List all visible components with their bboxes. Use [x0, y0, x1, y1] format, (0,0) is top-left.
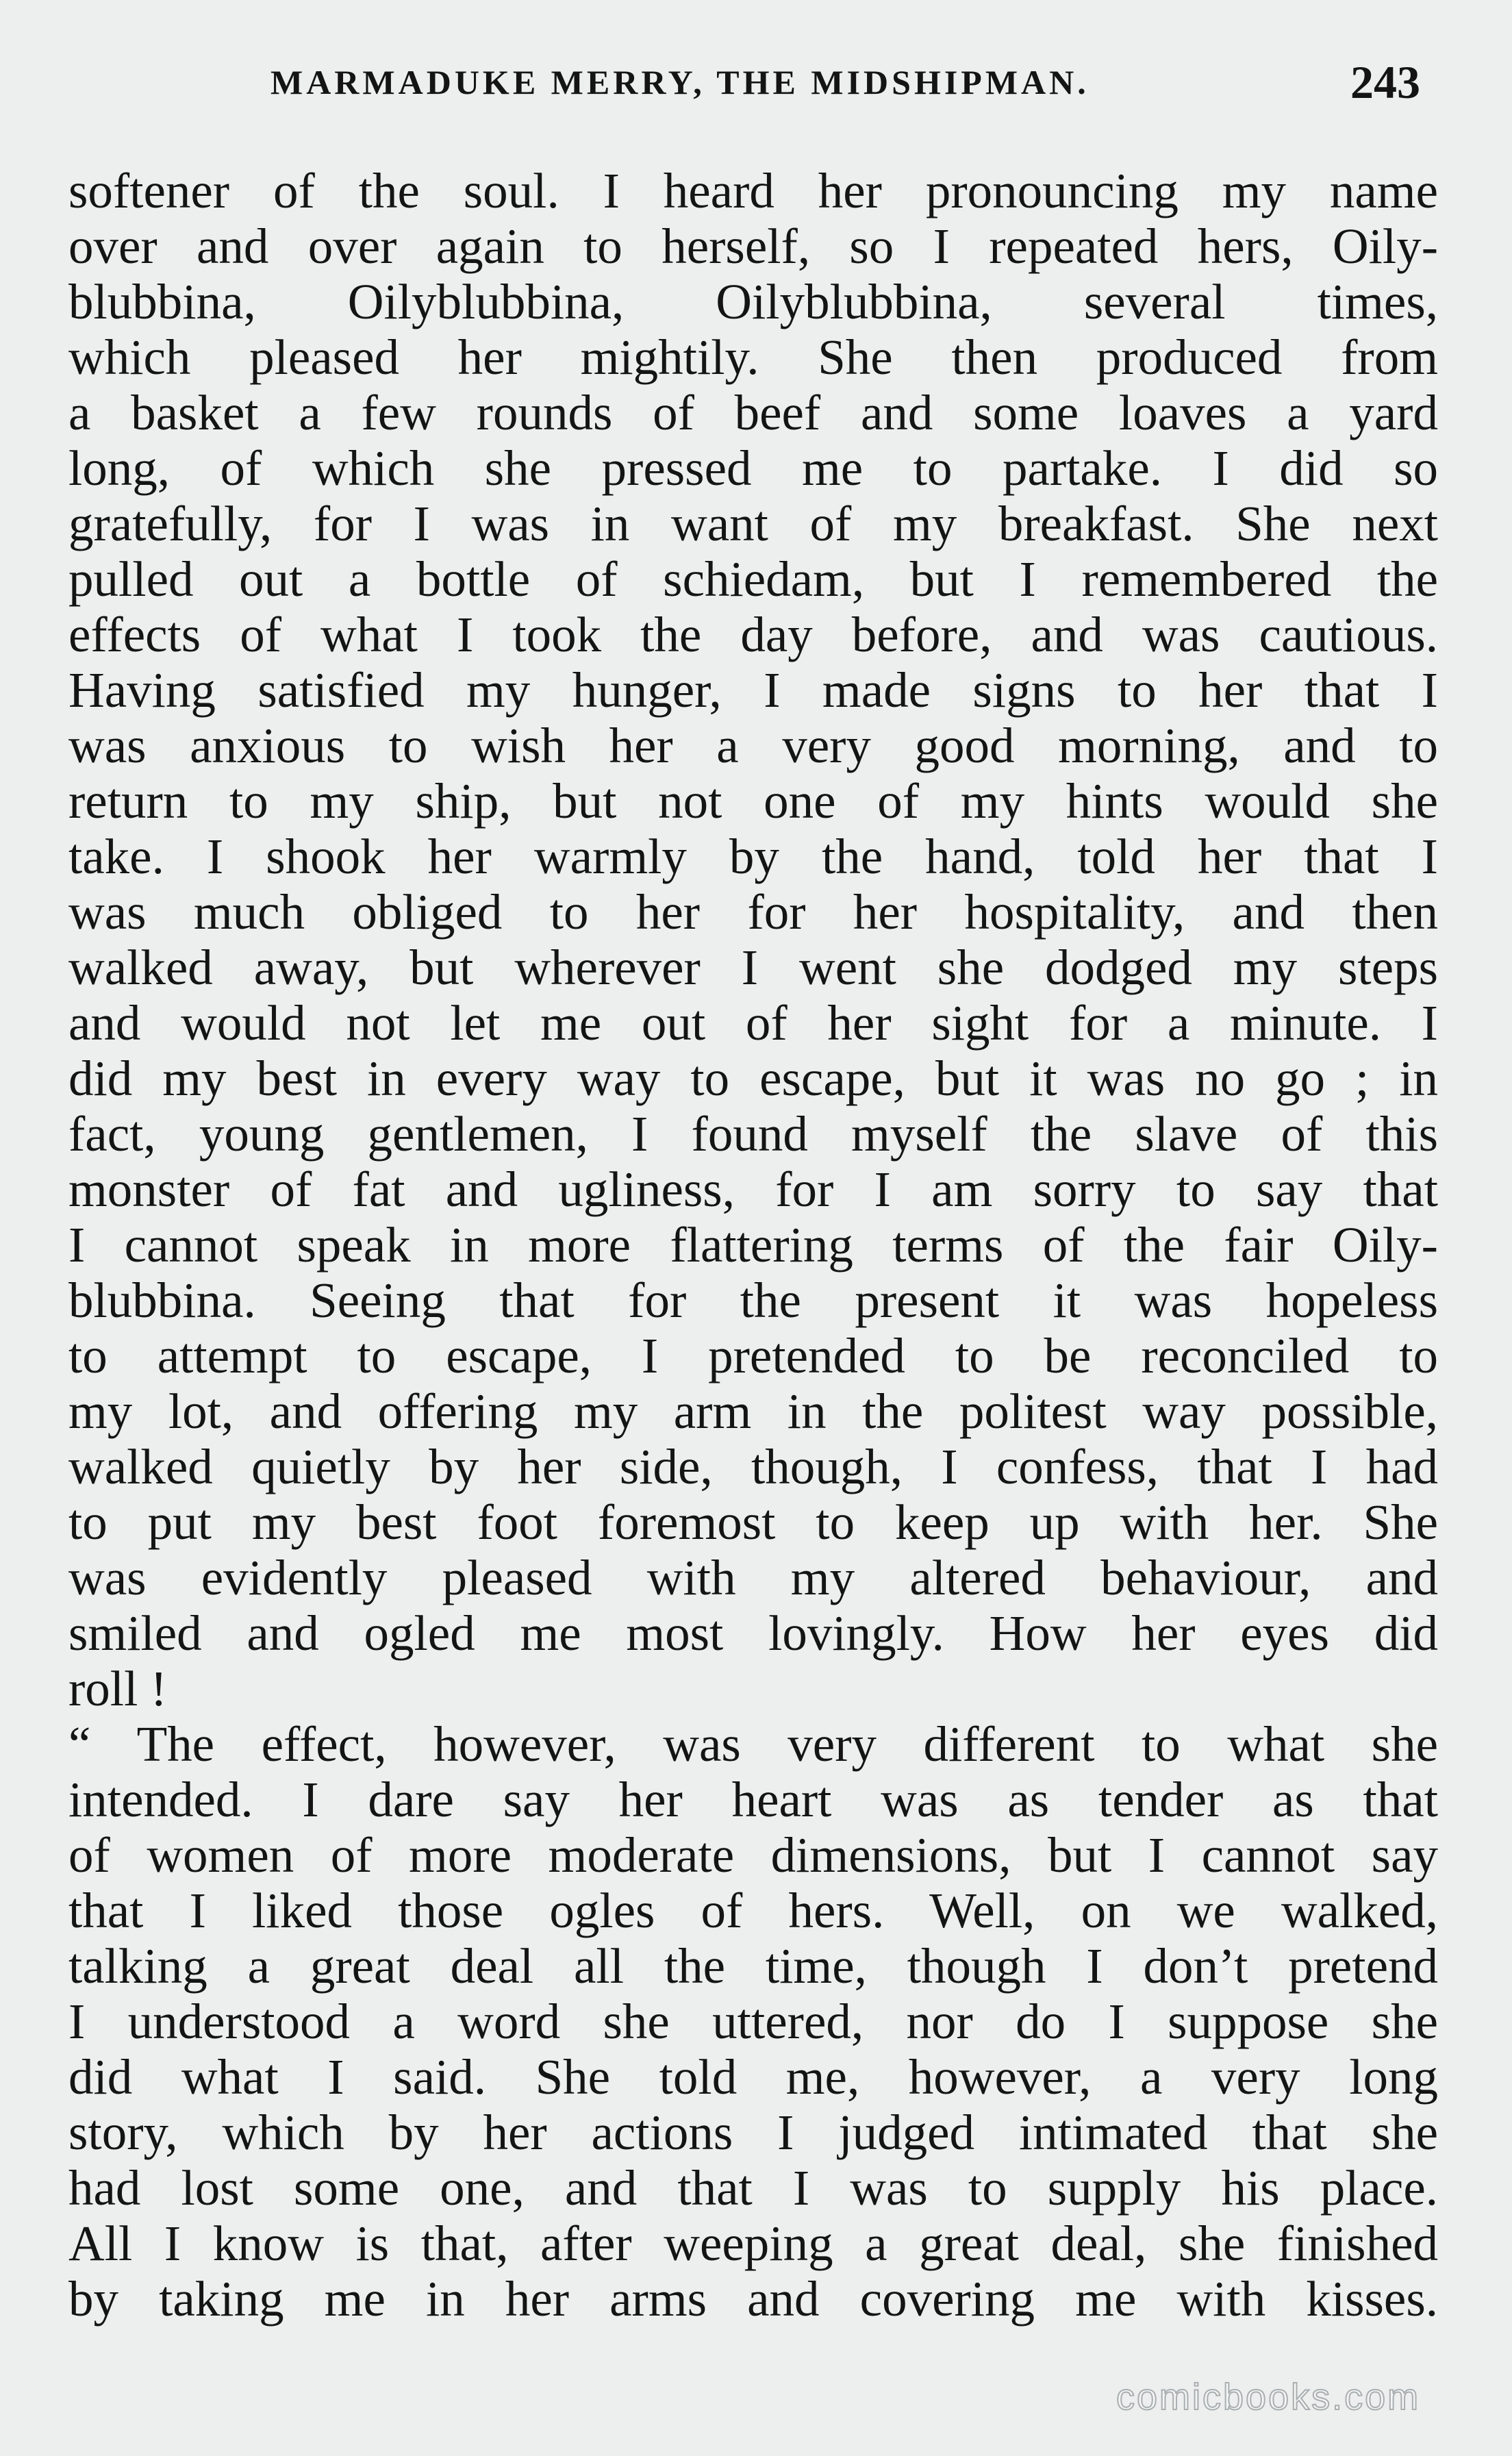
- text-line: to attempt to escape, I pretended to be reconciled to: [68, 1328, 1438, 1383]
- text-line: talking a great deal all the time, though I don’t pretend: [68, 1938, 1438, 1994]
- text-line: which pleased her mightily. She then produced from: [68, 329, 1438, 385]
- text-line: “ The effect, however, was very different to what she: [68, 1716, 1438, 1772]
- text-line: I cannot speak in more flattering terms of the fair Oily-: [68, 1217, 1438, 1273]
- text-line: monster of fat and ugliness, for I am sorry to say that: [68, 1162, 1438, 1217]
- text-line: long, of which she pressed me to partake. I did so: [68, 440, 1438, 496]
- text-line: walked quietly by her side, though, I confess, that I had: [68, 1439, 1438, 1494]
- text-line: gratefully, for I was in want of my breakfast. She next: [68, 496, 1438, 551]
- text-line: roll !: [68, 1661, 167, 1716]
- text-line: to put my best foot foremost to keep up with her. She: [68, 1494, 1438, 1550]
- text-line: of women of more moderate dimensions, but I cannot say: [68, 1827, 1438, 1883]
- running-title: MARMADUKE MERRY, THE MIDSHIPMAN.: [270, 63, 1089, 101]
- text-line: by taking me in her arms and covering me with kisses.: [68, 2271, 1438, 2327]
- text-line: was anxious to wish her a very good morning, and to: [68, 718, 1438, 773]
- text-line: a basket a few rounds of beef and some loaves a yard: [68, 385, 1438, 440]
- text-line: walked away, but wherever I went she dodged my steps: [68, 940, 1438, 995]
- text-line: over and over again to herself, so I repeated hers, Oily-: [68, 218, 1438, 274]
- body-text: [68, 163, 1438, 2327]
- text-line: had lost some one, and that I was to supply his place.: [68, 2160, 1438, 2216]
- text-line: I understood a word she uttered, nor do I suppose she: [68, 1994, 1438, 2049]
- text-line: did what I said. She told me, however, a very long: [68, 2049, 1438, 2105]
- text-line: was much obliged to her for her hospitality, and then: [68, 884, 1438, 940]
- text-line: take. I shook her warmly by the hand, told her that I: [68, 829, 1438, 884]
- text-line: effects of what I took the day before, and was cautious.: [68, 607, 1438, 662]
- text-line: was evidently pleased with my altered behaviour, and: [68, 1550, 1438, 1605]
- text-line: my lot, and offering my arm in the politest way possible,: [68, 1383, 1438, 1439]
- page-number: 243: [1350, 56, 1420, 108]
- text-line: did my best in every way to escape, but it was no go ; in: [68, 1051, 1438, 1106]
- text-line: Having satisfied my hunger, I made signs to her that I: [68, 662, 1438, 718]
- text-line: story, which by her actions I judged intimated that she: [68, 2105, 1438, 2160]
- text-line: blubbina, Oilyblubbina, Oilyblubbina, several times,: [68, 274, 1438, 329]
- text-line: All I know is that, after weeping a great deal, she finished: [68, 2216, 1438, 2271]
- text-line: smiled and ogled me most lovingly. How her eyes did: [68, 1605, 1438, 1661]
- text-line: intended. I dare say her heart was as tender as that: [68, 1772, 1438, 1827]
- text-line: softener of the soul. I heard her pronouncing my name: [68, 163, 1438, 218]
- text-line: pulled out a bottle of schiedam, but I remembered the: [68, 551, 1438, 607]
- text-line: return to my ship, but not one of my hints would she: [68, 773, 1438, 829]
- text-line: fact, young gentlemen, I found myself the slave of this: [68, 1106, 1438, 1162]
- text-line: and would not let me out of her sight for a minute. I: [68, 995, 1438, 1051]
- text-line: blubbina. Seeing that for the present it was hopeless: [68, 1273, 1438, 1328]
- text-line: that I liked those ogles of hers. Well, on we walked,: [68, 1883, 1438, 1938]
- watermark: comicbooks.com: [1116, 2377, 1421, 2418]
